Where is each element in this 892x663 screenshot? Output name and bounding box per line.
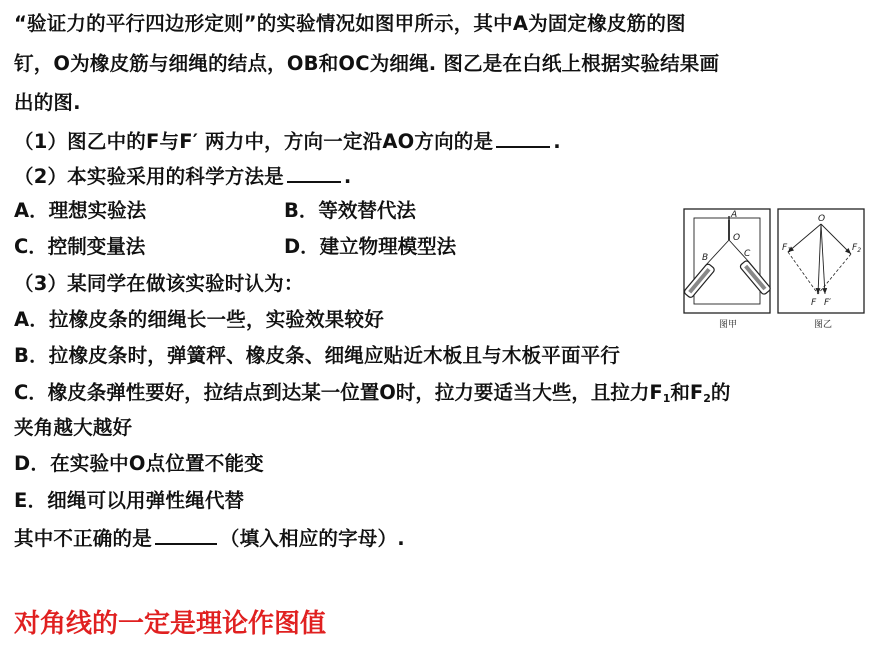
- figure-jia: [683, 209, 771, 330]
- label-f-prime: F′: [824, 298, 832, 308]
- label-f2: $F_2$: [852, 243, 862, 254]
- answer-blank-2: [287, 161, 341, 183]
- q3-c-text-mid: 和F: [670, 381, 704, 404]
- caption-jia: 图甲: [719, 320, 738, 330]
- question-2-suffix: .: [343, 165, 352, 188]
- q2-option-c: C．控制变量法: [14, 235, 146, 258]
- q2-option-b: B．等效替代法: [284, 199, 416, 222]
- question-2-text: （2）本实验采用的科学方法是: [14, 165, 284, 188]
- q3-final-text: 其中不正确的是: [14, 527, 152, 550]
- label-f1: $F_1$: [782, 243, 792, 254]
- q3-c-text-1: C．橡皮条弹性要好，拉结点到达某一位置O时，拉力要适当大些，且拉力F: [14, 381, 663, 404]
- q3-c-text-2: 的: [710, 381, 731, 404]
- label-point-b: B: [702, 253, 709, 263]
- intro-line-1: “验证力的平行四边形定则”的实验情况如图甲所示，其中A为固定橡皮筋的图: [14, 12, 686, 35]
- q3-c-sub-1: 1: [662, 392, 671, 405]
- board-outer: [684, 209, 770, 313]
- label-point-c: C: [744, 249, 751, 259]
- q2-option-d: D．建立物理模型法: [284, 235, 457, 258]
- q3-statement-c: [14, 379, 730, 413]
- q3-statement-a: A．拉橡皮条的细绳长一些，实验效果较好: [14, 308, 384, 331]
- q3-statement-e: E．细绳可以用弹性绳代替: [14, 489, 245, 512]
- question-3-stem: （3）某同学在做该实验时认为：: [14, 272, 304, 295]
- q3-statement-b: B．拉橡皮条时，弹簧秤、橡皮条、细绳应贴近木板且与木板平面平行: [14, 344, 621, 367]
- label-point-o-yi: O: [818, 214, 826, 224]
- question-1: [14, 126, 561, 156]
- caption-yi: 图乙: [814, 320, 833, 330]
- q3-final-suffix: （填入相应的字母）.: [219, 527, 405, 550]
- q3-statement-d: D．在实验中O点位置不能变: [14, 452, 264, 475]
- label-f: F: [811, 298, 817, 308]
- figure-yi: [778, 209, 864, 330]
- label-point-o: O: [733, 233, 741, 243]
- intro-line-3: 出的图.: [14, 91, 81, 114]
- q3-statement-c-line-2: 夹角越大越好: [14, 416, 133, 439]
- experiment-figure: [681, 206, 869, 330]
- question-2: [14, 161, 351, 191]
- question-1-suffix: .: [553, 130, 561, 153]
- q2-option-a: A．理想实验法: [14, 199, 147, 222]
- answer-blank-1: [496, 126, 550, 148]
- q3-c-sub-2: 2: [703, 392, 711, 405]
- answer-blank-3: [155, 523, 217, 545]
- question-3-final: [14, 523, 405, 553]
- answer-note: 对角线的一定是理论作图值: [14, 609, 327, 639]
- intro-line-2: 钉，O为橡皮筋与细绳的结点，OB和OC为细绳. 图乙是在白纸上根据实验结果画: [14, 52, 720, 75]
- label-point-a: A: [731, 210, 738, 220]
- question-1-text: （1）图乙中的F与F′ 两力中，方向一定沿AO方向的是: [14, 130, 494, 153]
